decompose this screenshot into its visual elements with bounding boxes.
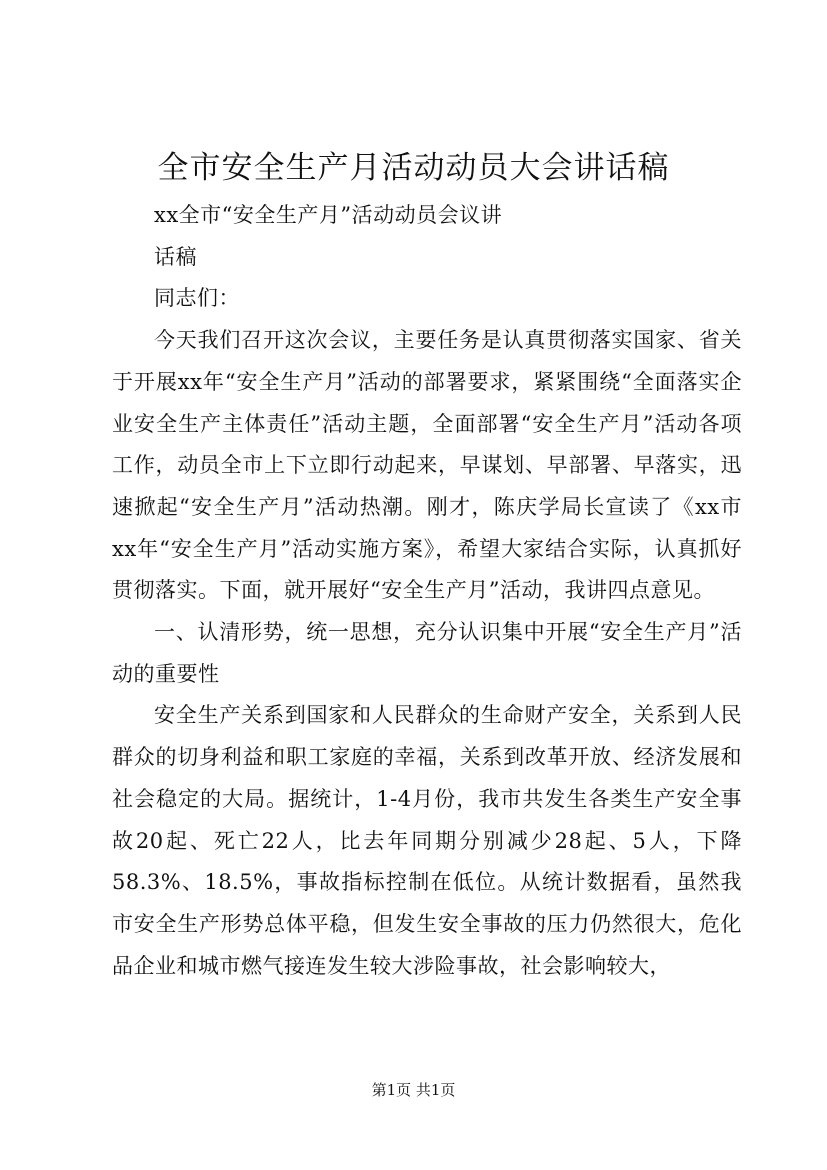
page-number-footer: 第1页 共1页 [371,1081,456,1099]
section-heading-1: 一、认清形势，统一思想，充分认识集中开展“安全生产月”活动的重要性 [112,620,742,686]
document-title: 全市安全生产月活动动员大会讲话稿 [157,150,670,186]
subtitle-line-2: 话稿 [154,244,197,269]
salutation: 同志们： [154,286,240,311]
subtitle-line-1: xx全市“安全生产月”活动动员会议讲 [154,203,503,227]
paragraph-intro: 今天我们召开这次会议，主要任务是认真贯彻落实国家、省关于开展xx年“安全生产月”活动的部署要求，紧紧围绕“全面落实企业安全生产主体责任”活动主题，全面部署“安全生产月”活动各项工作，动员全市上下立即行动起来，早谋划、早部署、早落实，迅速掀起“安全生产月”活动热潮。刚才，陈庆学局长宣读了《xx市xx年“安全生产月”活动实施方案》，希望大家结合实际，认真抓好贯彻落实。下面，就开展好“安全生产月”活动，我讲四点意见。 [112,328,742,603]
paragraph-safety-situation: 安全生产关系到国家和人民群众的生命财产安全，关系到人民群众的切身利益和职工家庭的幸福，关系到改革开放、经济发展和社会稳定的大局。据统计，1-4月份，我市共发生各类生产安全事故20起、死亡22人，比去年同期分别减少28起、5人，下降58.3%、18.5%，事故指标控制在低位。从统计数据看，虽然我市安全生产形势总体平稳，但发生安全事故的压力仍然很大，危化品企业和城市燃气接连发生较大涉险事故，社会影响较大， [112,703,742,978]
document-body [112,195,742,987]
